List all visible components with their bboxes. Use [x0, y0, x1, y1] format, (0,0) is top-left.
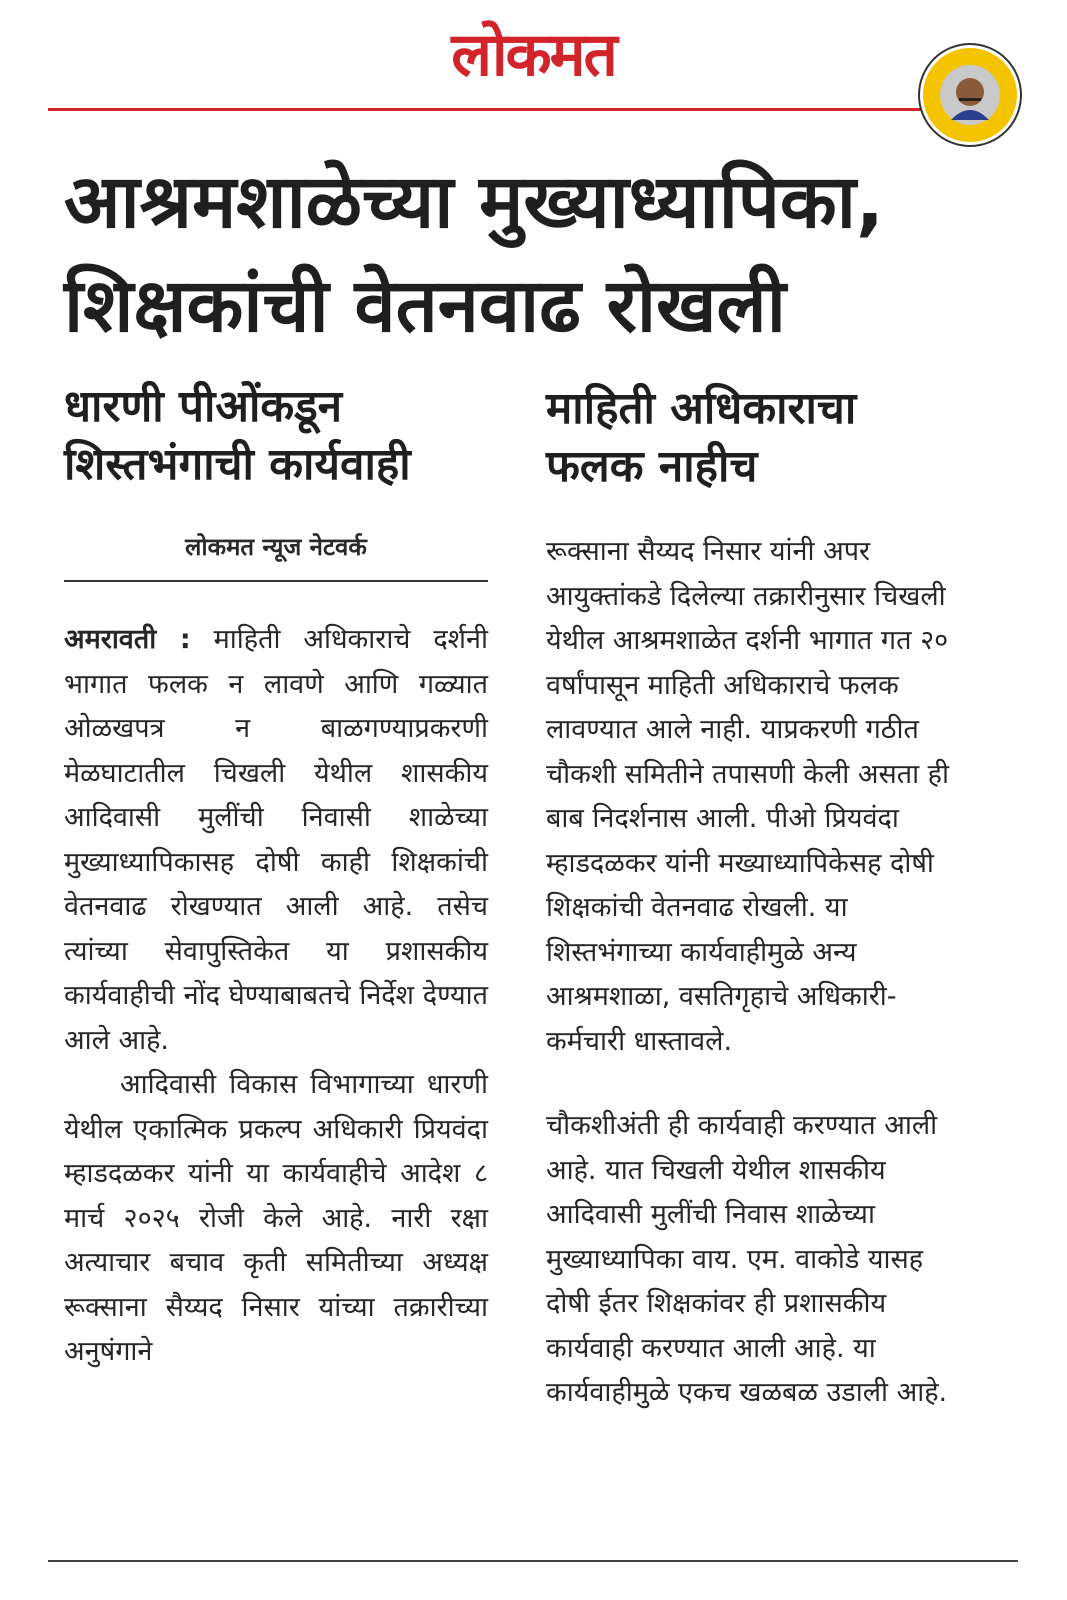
right-paragraph-1: रूक्साना सैय्यद निसार यांनी अपर आयुक्तांकडे दिलेल्या तक्रारीनुसार चिखली येथील आश्रमशाळेत दर्शनी भागात गत २० वर्षांपासून माहिती अधिकाराचे फलक लावण्यात आले नाही. याप्रकरणी गठीत चौकशी समितीने तपासणी केली असता ही बाब निदर्शनास आली. पीओ प्रियवंदा म्हाडदळकर यांनी मख्याध्यापिकेसह दोषी शिक्षकांची वेतनवाढ रोखली. या शिस्तभंगाच्या कार्यवाहीमुळे अन्य आश्रमशाळा, वसतिगृहाचे अधिकारी-कर्मचारी धास्तावले. [546, 536, 950, 1057]
masthead-rule [48, 108, 938, 111]
dateline: अमरावती : [64, 624, 191, 655]
byline-rule [64, 580, 488, 582]
byline: लोकमत न्यूज नेटवर्क [185, 533, 367, 561]
left-paragraph-1 [64, 618, 488, 1063]
left-article-column [64, 618, 488, 1375]
left-subheadline-line-1: धारणी पीओंकडून [64, 381, 343, 432]
right-subheadline-line-2: फलक नाहीच [546, 441, 758, 492]
author-badge-logo [923, 48, 1017, 142]
left-paragraph-1-text: माहिती अधिकाराचे दर्शनी भागात फलक न लावणे आणि गळ्यात ओळखपत्र न बाळगण्याप्रकरणी मेळघाटातील चिखली येथील शासकीय आदिवासी मुलींची निवासी शाळेच्या मुख्याध्यापिकासह दोषी काही शिक्षकांची वेतनवाढ रोखण्यात आली आहे. तसेच त्यांच्या सेवापुस्तिकेत या प्रशासकीय कार्यवाहीची नोंद घेण्याबाबतचे निर्देश देण्यात आले आहे. [64, 624, 489, 1056]
paragraph-gap [546, 1064, 970, 1104]
bottom-rule [48, 1560, 1018, 1562]
headline-line-2: शिक्षकांची वेतनवाढ रोखली [64, 263, 786, 349]
left-subheadline-line-2: शिस्तभंगाची कार्यवाही [64, 439, 411, 490]
right-article-column [546, 530, 970, 1416]
headline-line-1: आश्रमशाळेच्या मुख्याध्यापिका, [64, 159, 884, 245]
newspaper-masthead: लोकमत [451, 20, 616, 90]
right-paragraph-2: चौकशीअंती ही कार्यवाही करण्यात आली आहे. यात चिखली येथील शासकीय आदिवासी मुलींची निवास शाळेच्या मुख्याध्यापिका वाय. एम. वाकोडे यासह दोषी ईतर शिक्षकांवर ही प्रशासकीय कार्यवाही करण्यात आली आहे. या कार्यवाहीमुळे एकच खळबळ उडाली आहे. [546, 1110, 948, 1408]
left-subheadline [64, 378, 504, 494]
right-subheadline-line-1: माहिती अधिकाराचा [546, 383, 857, 434]
author-badge-graphic [923, 48, 1017, 142]
right-subheadline [546, 380, 1006, 496]
left-paragraph-2: आदिवासी विकास विभागाच्या धारणी येथील एकात्मिक प्रकल्प अधिकारी प्रियवंदा म्हाडदळकर यांनी या कार्यवाहीचे आदेश ८ मार्च २०२५ रोजी केले आहे. नारी रक्षा अत्याचार बचाव कृती समितीच्या अध्यक्ष रूक्साना सैय्यद निसार यांच्या तक्रारीच्या अनुषंगाने [64, 1069, 488, 1367]
main-headline [64, 150, 1004, 358]
